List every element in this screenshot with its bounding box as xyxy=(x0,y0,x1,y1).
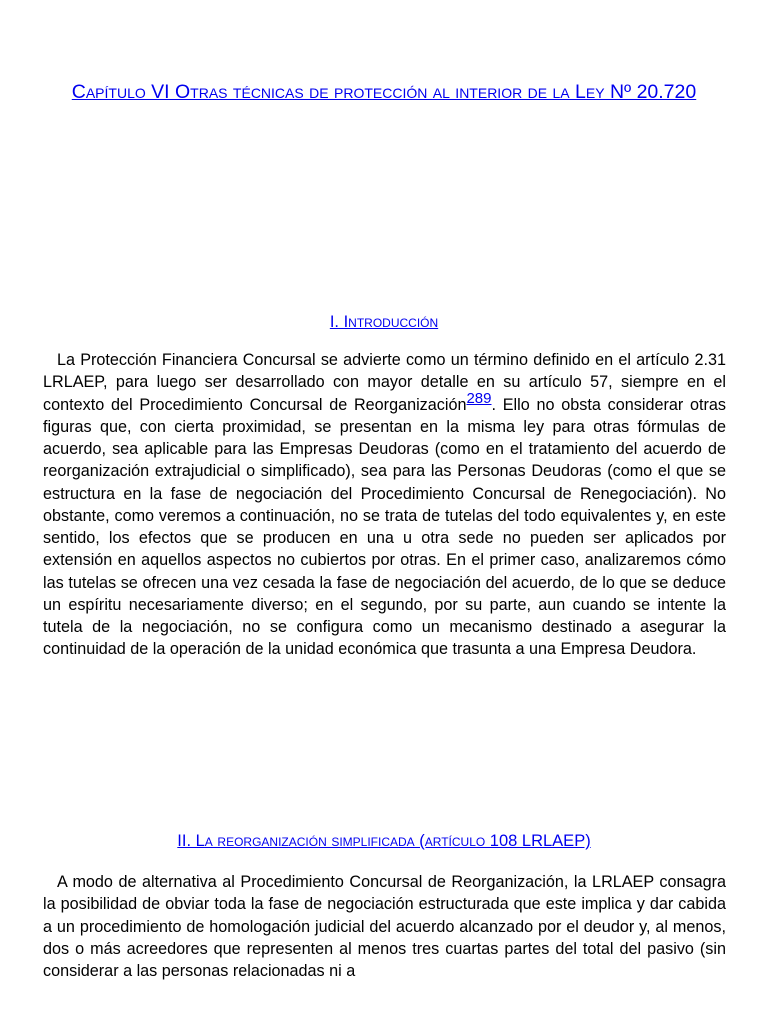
introduction-text-before-note: La Protección Financiera Concursal se advierte como un término definido en el artículo 2.31 LRLAEP, para luego ser desarrollado con mayor detalle en su artículo 57, siempre en el contexto del Procedimiento Concursal de Reorganización xyxy=(43,351,726,414)
chapter-title xyxy=(0,79,768,105)
section-heading-simplified-reorganization-link[interactable]: II. La reorganización simplificada (artículo 108 LRLAEP) xyxy=(177,832,591,850)
section-heading-introduction xyxy=(0,311,768,333)
simplified-reorganization-paragraph: A modo de alternativa al Procedimiento Concursal de Reorganización, la LRLAEP consagra la posibilidad de obviar toda la fase de negociación estructurada que este implica y dar cabida a un procedimiento de homologación judicial del acuerdo alcanzado por el deudor y, al menos, dos o más acreedores que representen al menos tres cuartas partes del total del pasivo (sin considerar a las personas relacionadas ni a xyxy=(43,873,726,980)
introduction-text-after-note: . Ello no obsta considerar otras figuras que, con cierta proximidad, se presentan en la misma ley para otras fórmulas de acuerdo, sea aplicable para las Empresas Deudoras (como en el tratamiento del acuerdo de reorganización extrajudicial o simplificado), sea para las Personas Deudoras (como el que se estructura en la fase de negociación del Procedimiento Concursal de Renegociación). No obstante, como veremos a continuación, no se trata de tutelas del todo equivalentes y, en este sentido, los efectos que se producen en una u otra sede no pueden ser aplicados por extensión en aquellos aspectos no cubiertos por otras. En el primer caso, analizaremos cómo las tutelas se ofrecen una vez cesada la fase de negociación del acuerdo, de lo que se deduce un espíritu necesariamente diverso; en el segundo, por su parte, aun cuando se intente la tutela de la negociación, no se configura como un mecanismo destinado a asegurar la continuidad de la operación de la unidad económica que trasunta a una Empresa Deudora. xyxy=(43,395,726,659)
footnote-reference xyxy=(466,390,491,407)
section-heading-introduction-link[interactable]: I. Introducción xyxy=(329,313,439,331)
footnote-link-289[interactable]: 289 xyxy=(466,389,492,407)
introduction-paragraph xyxy=(43,349,726,661)
section-heading-simplified-reorganization xyxy=(0,830,768,852)
chapter-title-link[interactable]: Capítulo VI Otras técnicas de protección al interior de la Ley Nº 20.720 xyxy=(71,81,697,103)
